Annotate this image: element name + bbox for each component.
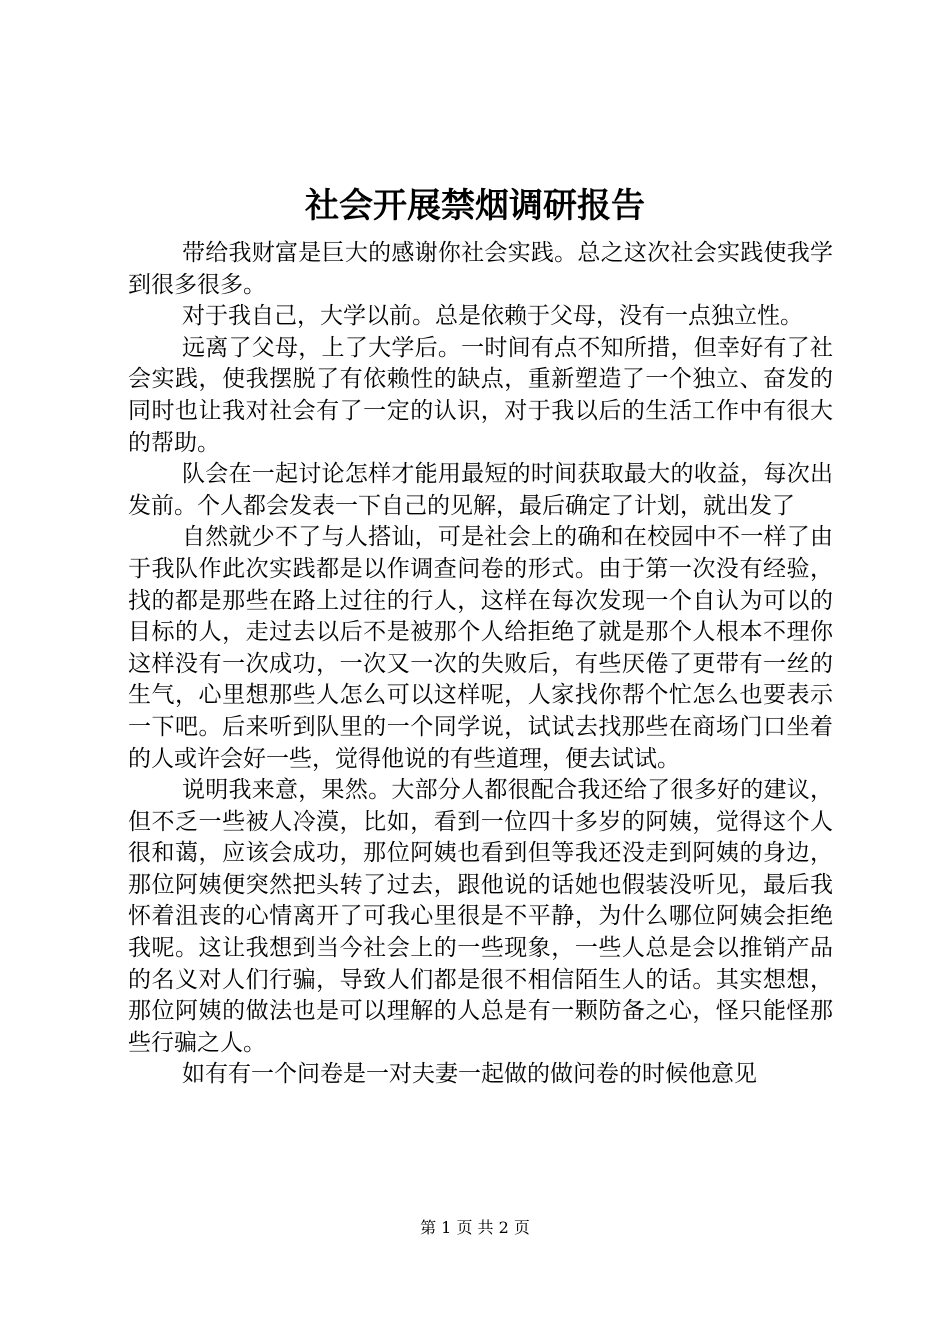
paragraph-4: 队会在一起讨论怎样才能用最短的时间获取最大的收益，每次出发前。个人都会发表一下自己的见解，最后确定了计划，就出发了 bbox=[128, 461, 833, 519]
document-title: 社会开展禁烟调研报告 bbox=[305, 186, 645, 226]
paragraph-5: 自然就少不了与人搭讪，可是社会上的确和在校园中不一样了由于我队作此次实践都是以作调查问卷的形式。由于第一次没有经验，找的都是那些在路上过往的行人，这样在每次发现一个自认为可以的目标的人，走过去以后不是被那个人给拒绝了就是那个人根本不理你这样没有一次成功，一次又一次的失败后，有些厌倦了更带有一丝的生气，心里想那些人怎么可以这样呢，人家找你帮个忙怎么也要表示一下吧。后来听到队里的一个同学说，试试去找那些在商场门口坐着的人或许会好一些，觉得他说的有些道理，便去试试。 bbox=[128, 524, 833, 772]
document-body bbox=[128, 238, 833, 1091]
paragraph-1: 带给我财富是巨大的感谢你社会实践。总之这次社会实践使我学到很多很多。 bbox=[128, 240, 833, 298]
paragraph-3: 远离了父母，上了大学后。一时间有点不知所措，但幸好有了社会实践，使我摆脱了有依赖性的缺点，重新塑造了一个独立、奋发的同时也让我对社会有了一定的认识，对于我以后的生活工作中有很大的帮助。 bbox=[128, 334, 833, 456]
paragraph-6: 说明我来意，果然。大部分人都很配合我还给了很多好的建议，但不乏一些被人冷漠，比如，看到一位四十多岁的阿姨，觉得这个人很和蔼，应该会成功，那位阿姨也看到但等我还没走到阿姨的身边，那位阿姨便突然把头转了过去，跟他说的话她也假装没听见，最后我怀着沮丧的心情离开了可我心里很是不平静，为什么哪位阿姨会拒绝我呢。这让我想到当今社会上的一些现象，一些人总是会以推销产品的名义对人们行骗，导致人们都是很不相信陌生人的话。其实想想，那位阿姨的做法也是可以理解的人总是有一颗防备之心，怪只能怪那些行骗之人。 bbox=[128, 777, 833, 1056]
page-footer: 第 1 页 共 2 页 bbox=[420, 1218, 530, 1237]
paragraph-2: 对于我自己，大学以前。总是依赖于父母，没有一点独立性。 bbox=[182, 303, 803, 330]
paragraph-7: 如有有一个问卷是一对夫妻一起做的做问卷的时候他意见 bbox=[182, 1061, 757, 1088]
